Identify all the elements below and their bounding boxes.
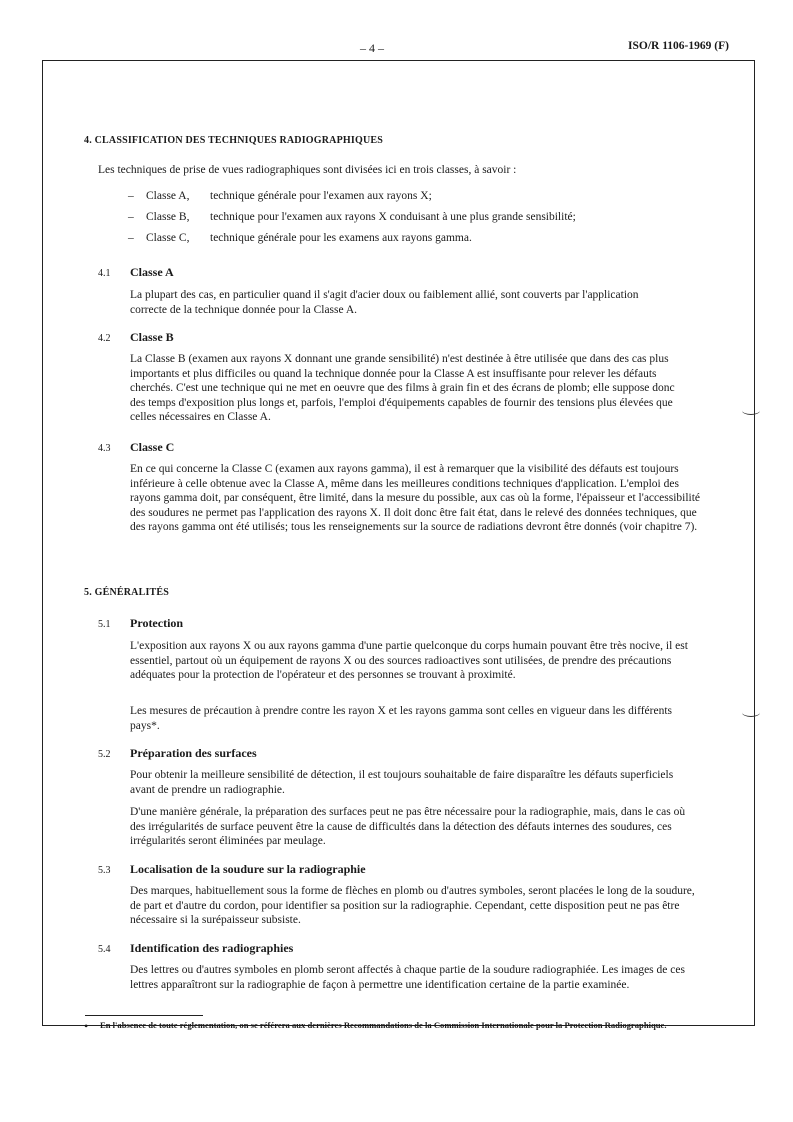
paragraph: La Classe B (examen aux rayons X donnant une grande sensibilité) n'est destinée à être utilisée que dans des cas plus importants et plus difficiles ou quand la technique donnée pour la Classe A est insuffisante pour relever les défauts cherchés. C'est une technique qui ne met en oeuvre que des films à grain fin et des écrans de plomb; elle suppose donc des temps d'exposition plus longs et, parfois, l'emploi d'équipements capables de fournir des tensions plus élevées que celles nécessaires en Classe A.: [130, 353, 675, 424]
list-item: [128, 211, 576, 223]
document-reference: ISO/R 1106-1969 (F): [628, 40, 729, 52]
paragraph: La plupart des cas, en particulier quand il s'agit d'acier doux ou faiblement allié, sont couverts par l'application correcte de la technique donnée pour la Classe A.: [130, 289, 639, 316]
list-dash: –: [128, 211, 134, 223]
list-desc: technique pour l'examen aux rayons X conduisant à une plus grande sensibilité;: [210, 211, 576, 223]
subsection-title: Classe A: [130, 265, 174, 279]
subsection-title: Protection: [130, 616, 184, 630]
subsection-number: 4.1: [98, 268, 111, 279]
paragraph: Des marques, habituellement sous la forme de flèches en plomb ou d'autres symboles, seront placées le long de la soudure, de part et d'autre du cordon, pour identifier sa position sur la radiographie. Cependant, cette disposition peut ne pas être nécessaire si la surépaisseur subsiste.: [130, 885, 695, 927]
page-frame: [42, 60, 755, 1026]
paragraph: En ce qui concerne la Classe C (examen aux rayons gamma), il est à remarquer que la visibilité des défauts est toujours inférieure à celle obtenue avec la Classe A, même dans les meilleures conditions techniques d'application. L'emploi des rayons gamma doit, par conséquent, être limité, dans la mesure du possible, aux cas où la forme, l'épaisseur et l'accessibilité des soudures ne permet pas l'application des rayons X. Il doit donc être fait état, dans le relevé des données techniques, que des rayons gamma ont été utilisés; tous les renseignements sur la source de radiations devront être donnés (voir chapitre 7).: [130, 463, 701, 534]
paragraph: Des lettres ou d'autres symboles en plomb seront affectés à chaque partie de la soudure radiographiée. Les images de ces lettres apparaîtront sur la radiographie de façon à permettre une identification certaine de la partie examinée.: [130, 964, 685, 991]
paragraph: D'une manière générale, la préparation des surfaces peut ne pas être nécessaire pour la radiographie, mais, dans le cas où des irrégularités de surface peuvent être la cause de difficultés dans la détection des défauts internes des soudures, ces irrégularités seront éliminées par meulage.: [130, 806, 686, 848]
margin-mark: [742, 406, 760, 415]
subsection-number: 4.2: [98, 333, 111, 344]
subsection-title: Préparation des surfaces: [130, 746, 257, 760]
paragraph: Les mesures de précaution à prendre contre les rayon X et les rayons gamma sont celles en vigueur dans les différents pays*.: [130, 705, 673, 732]
list-class: Classe B,: [146, 211, 190, 223]
list-class: Classe A,: [146, 190, 190, 202]
subsection-number: 4.3: [98, 443, 111, 454]
section-4-heading: 4. CLASSIFICATION DES TECHNIQUES RADIOGRAPHIQUES: [84, 135, 384, 146]
list-item: [128, 232, 472, 244]
list-item: [128, 190, 432, 202]
subsection-number: 5.3: [98, 865, 111, 876]
list-desc: technique générale pour l'examen aux rayons X;: [210, 190, 432, 202]
subsection-title: Identification des radiographies: [130, 941, 294, 955]
footnote-marker: •: [84, 1019, 89, 1033]
page-number: – 4 –: [360, 41, 384, 55]
subsection-number: 5.4: [98, 944, 111, 955]
margin-mark: [742, 708, 760, 717]
section-4-intro: Les techniques de prise de vues radiographiques sont divisées ici en trois classes, à savoir :: [98, 164, 517, 176]
subsection-number: 5.1: [98, 619, 111, 630]
subsection-title: Classe B: [130, 330, 174, 344]
subsection-title: Localisation de la soudure sur la radiographie: [130, 862, 366, 876]
list-desc: technique générale pour les examens aux rayons gamma.: [210, 232, 472, 244]
section-5-heading: 5. GÉNÉRALITÉS: [84, 587, 170, 598]
subsection-number: 5.2: [98, 749, 111, 760]
subsection-title: Classe C: [130, 440, 175, 454]
paragraph: Pour obtenir la meilleure sensibilité de détection, il est toujours souhaitable de faire disparaître les défauts superficiels avant de prendre un radiographie.: [130, 769, 674, 796]
list-class: Classe C,: [146, 232, 190, 244]
list-dash: –: [128, 232, 134, 244]
paragraph: L'exposition aux rayons X ou aux rayons gamma d'une partie quelconque du corps humain pouvant être très nocive, il est essentiel, partout où un équipement de rayons X ou des sources radioactives sont utilisées, de prendre des précautions adéquates pour la protection de l'opérateur et des personnes se trouvant à proximité.: [130, 640, 688, 682]
list-dash: –: [128, 190, 134, 202]
footnote-rule: [85, 1015, 203, 1016]
footnote-text: En l'absence de toute réglementation, on se référera aux dernières Recommandations de la Commission Internationale pour la Protection Radiographique.: [100, 1020, 667, 1030]
